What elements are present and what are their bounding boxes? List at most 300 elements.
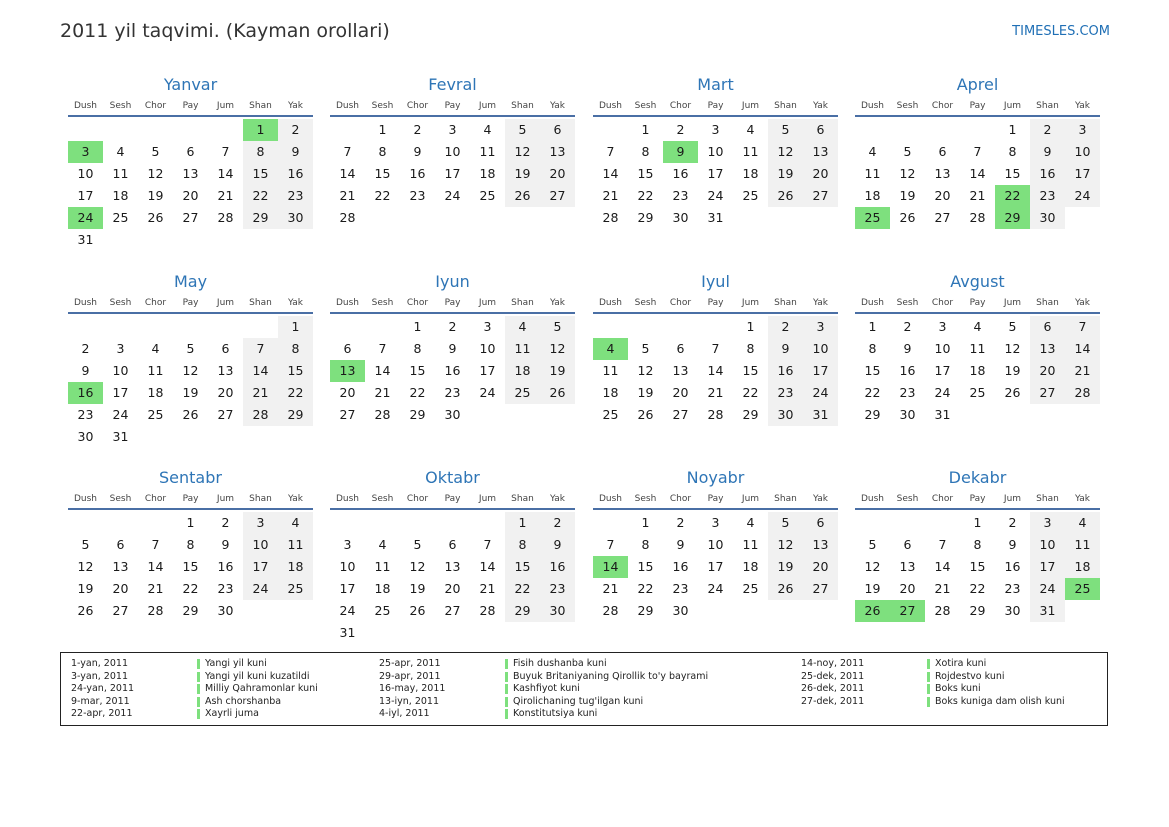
day-cell[interactable]: 19 — [77, 581, 94, 596]
day-cell[interactable]: 12 — [637, 363, 654, 378]
day-cell[interactable]: 24 — [803, 382, 838, 404]
day-cell[interactable]: 22 — [637, 188, 654, 203]
day-cell[interactable]: 14 — [593, 556, 628, 578]
day-cell[interactable]: 9 — [903, 341, 912, 356]
day-cell[interactable]: 19 — [147, 188, 164, 203]
day-cell[interactable]: 30 — [1004, 603, 1021, 618]
day-cell[interactable]: 28 — [707, 407, 724, 422]
day-cell[interactable]: 3 — [938, 319, 947, 334]
day-cell[interactable]: 2 — [221, 515, 230, 530]
day-cell[interactable]: 29 — [742, 407, 759, 422]
day-cell[interactable]: 25 — [479, 188, 496, 203]
day-cell[interactable]: 27 — [803, 185, 838, 207]
day-cell[interactable]: 6 — [803, 512, 838, 534]
day-cell[interactable]: 22 — [637, 581, 654, 596]
day-cell[interactable]: 5 — [868, 537, 877, 552]
day-cell[interactable]: 5 — [641, 341, 650, 356]
day-cell[interactable]: 8 — [641, 144, 650, 159]
day-cell[interactable]: 20 — [803, 556, 838, 578]
day-cell[interactable]: 2 — [903, 319, 912, 334]
day-cell[interactable]: 5 — [413, 537, 422, 552]
day-cell[interactable]: 13 — [444, 559, 461, 574]
day-cell[interactable]: 11 — [1065, 534, 1100, 556]
day-cell[interactable]: 31 — [112, 429, 129, 444]
day-cell[interactable]: 9 — [1030, 141, 1065, 163]
day-cell[interactable]: 27 — [934, 210, 951, 225]
day-cell[interactable]: 26 — [77, 603, 94, 618]
day-cell[interactable]: 18 — [602, 385, 619, 400]
day-cell[interactable]: 20 — [672, 385, 689, 400]
site-link[interactable]: TIMESLES.COM — [1012, 24, 1110, 39]
day-cell[interactable]: 4 — [116, 144, 125, 159]
day-cell[interactable]: 26 — [855, 600, 890, 622]
day-cell[interactable]: 30 — [672, 603, 689, 618]
day-cell[interactable]: 10 — [243, 534, 278, 556]
day-cell[interactable]: 6 — [803, 119, 838, 141]
day-cell[interactable]: 8 — [505, 534, 540, 556]
day-cell[interactable]: 16 — [768, 360, 803, 382]
day-cell[interactable]: 3 — [68, 141, 103, 163]
day-cell[interactable]: 12 — [77, 559, 94, 574]
day-cell[interactable]: 11 — [602, 363, 619, 378]
day-cell[interactable]: 12 — [147, 166, 164, 181]
day-cell[interactable]: 14 — [374, 363, 391, 378]
day-cell[interactable]: 19 — [899, 188, 916, 203]
day-cell[interactable]: 5 — [540, 316, 575, 338]
day-cell[interactable]: 25 — [855, 207, 890, 229]
day-cell[interactable]: 17 — [1030, 556, 1065, 578]
day-cell[interactable]: 2 — [768, 316, 803, 338]
day-cell[interactable]: 23 — [1004, 581, 1021, 596]
day-cell[interactable]: 13 — [330, 360, 365, 382]
day-cell[interactable]: 16 — [1004, 559, 1021, 574]
day-cell[interactable]: 23 — [672, 581, 689, 596]
day-cell[interactable]: 7 — [711, 341, 720, 356]
day-cell[interactable]: 19 — [768, 556, 803, 578]
day-cell[interactable]: 21 — [374, 385, 391, 400]
day-cell[interactable]: 2 — [1030, 119, 1065, 141]
day-cell[interactable]: 2 — [676, 515, 685, 530]
day-cell[interactable]: 6 — [221, 341, 230, 356]
day-cell[interactable]: 11 — [147, 363, 164, 378]
day-cell[interactable]: 10 — [339, 559, 356, 574]
day-cell[interactable]: 4 — [868, 144, 877, 159]
day-cell[interactable]: 3 — [711, 515, 720, 530]
day-cell[interactable]: 24 — [707, 188, 724, 203]
day-cell[interactable]: 3 — [448, 122, 457, 137]
day-cell[interactable]: 11 — [864, 166, 881, 181]
day-cell[interactable]: 8 — [186, 537, 195, 552]
day-cell[interactable]: 31 — [707, 210, 724, 225]
day-cell[interactable]: 8 — [278, 338, 313, 360]
day-cell[interactable]: 13 — [934, 166, 951, 181]
day-cell[interactable]: 24 — [243, 578, 278, 600]
day-cell[interactable]: 30 — [540, 600, 575, 622]
day-cell[interactable]: 24 — [707, 581, 724, 596]
day-cell[interactable]: 15 — [742, 363, 759, 378]
day-cell[interactable]: 16 — [1030, 163, 1065, 185]
day-cell[interactable]: 11 — [112, 166, 129, 181]
day-cell[interactable]: 28 — [969, 210, 986, 225]
day-cell[interactable]: 24 — [68, 207, 103, 229]
day-cell[interactable]: 5 — [903, 144, 912, 159]
day-cell[interactable]: 19 — [505, 163, 540, 185]
day-cell[interactable]: 7 — [606, 144, 615, 159]
day-cell[interactable]: 21 — [602, 581, 619, 596]
day-cell[interactable]: 10 — [112, 363, 129, 378]
day-cell[interactable]: 30 — [77, 429, 94, 444]
day-cell[interactable]: 8 — [243, 141, 278, 163]
day-cell[interactable]: 21 — [707, 385, 724, 400]
day-cell[interactable]: 10 — [934, 341, 951, 356]
day-cell[interactable]: 5 — [505, 119, 540, 141]
day-cell[interactable]: 17 — [707, 166, 724, 181]
day-cell[interactable]: 12 — [409, 559, 426, 574]
day-cell[interactable]: 9 — [81, 363, 90, 378]
day-cell[interactable]: 14 — [339, 166, 356, 181]
day-cell[interactable]: 14 — [969, 166, 986, 181]
day-cell[interactable]: 18 — [374, 581, 391, 596]
day-cell[interactable]: 19 — [768, 163, 803, 185]
day-cell[interactable]: 10 — [479, 341, 496, 356]
day-cell[interactable]: 17 — [339, 581, 356, 596]
day-cell[interactable]: 14 — [934, 559, 951, 574]
day-cell[interactable]: 1 — [641, 122, 650, 137]
day-cell[interactable]: 26 — [768, 578, 803, 600]
day-cell[interactable]: 7 — [378, 341, 387, 356]
day-cell[interactable]: 11 — [278, 534, 313, 556]
day-cell[interactable]: 15 — [1004, 166, 1021, 181]
day-cell[interactable]: 12 — [899, 166, 916, 181]
day-cell[interactable]: 16 — [409, 166, 426, 181]
day-cell[interactable]: 25 — [742, 188, 759, 203]
day-cell[interactable]: 21 — [243, 382, 278, 404]
day-cell[interactable]: 12 — [1004, 341, 1021, 356]
day-cell[interactable]: 3 — [116, 341, 125, 356]
day-cell[interactable]: 13 — [1030, 338, 1065, 360]
day-cell[interactable]: 29 — [182, 603, 199, 618]
day-cell[interactable]: 8 — [868, 341, 877, 356]
day-cell[interactable]: 22 — [864, 385, 881, 400]
day-cell[interactable]: 29 — [243, 207, 278, 229]
day-cell[interactable]: 20 — [934, 188, 951, 203]
day-cell[interactable]: 8 — [973, 537, 982, 552]
day-cell[interactable]: 21 — [147, 581, 164, 596]
day-cell[interactable]: 18 — [505, 360, 540, 382]
day-cell[interactable]: 20 — [444, 581, 461, 596]
day-cell[interactable]: 13 — [112, 559, 129, 574]
day-cell[interactable]: 10 — [707, 537, 724, 552]
day-cell[interactable]: 14 — [602, 166, 619, 181]
day-cell[interactable]: 4 — [973, 319, 982, 334]
day-cell[interactable]: 3 — [483, 319, 492, 334]
day-cell[interactable]: 3 — [803, 316, 838, 338]
day-cell[interactable]: 15 — [969, 559, 986, 574]
day-cell[interactable]: 26 — [768, 185, 803, 207]
day-cell[interactable]: 5 — [1008, 319, 1017, 334]
day-cell[interactable]: 1 — [973, 515, 982, 530]
day-cell[interactable]: 13 — [217, 363, 234, 378]
day-cell[interactable]: 7 — [221, 144, 230, 159]
day-cell[interactable]: 10 — [1030, 534, 1065, 556]
day-cell[interactable]: 27 — [1030, 382, 1065, 404]
day-cell[interactable]: 6 — [343, 341, 352, 356]
day-cell[interactable]: 11 — [742, 144, 759, 159]
day-cell[interactable]: 5 — [81, 537, 90, 552]
day-cell[interactable]: 6 — [938, 144, 947, 159]
day-cell[interactable]: 18 — [742, 559, 759, 574]
day-cell[interactable]: 20 — [217, 385, 234, 400]
day-cell[interactable]: 25 — [969, 385, 986, 400]
day-cell[interactable]: 13 — [672, 363, 689, 378]
day-cell[interactable]: 4 — [505, 316, 540, 338]
day-cell[interactable]: 9 — [663, 141, 698, 163]
day-cell[interactable]: 5 — [151, 144, 160, 159]
day-cell[interactable]: 29 — [864, 407, 881, 422]
day-cell[interactable]: 22 — [505, 578, 540, 600]
day-cell[interactable]: 28 — [602, 210, 619, 225]
day-cell[interactable]: 15 — [864, 363, 881, 378]
day-cell[interactable]: 18 — [112, 188, 129, 203]
day-cell[interactable]: 9 — [1008, 537, 1017, 552]
day-cell[interactable]: 1 — [868, 319, 877, 334]
day-cell[interactable]: 29 — [637, 603, 654, 618]
day-cell[interactable]: 18 — [278, 556, 313, 578]
day-cell[interactable]: 6 — [676, 341, 685, 356]
day-cell[interactable]: 28 — [147, 603, 164, 618]
day-cell[interactable]: 5 — [186, 341, 195, 356]
day-cell[interactable]: 25 — [602, 407, 619, 422]
day-cell[interactable]: 11 — [742, 537, 759, 552]
day-cell[interactable]: 19 — [637, 385, 654, 400]
day-cell[interactable]: 23 — [409, 188, 426, 203]
day-cell[interactable]: 10 — [77, 166, 94, 181]
day-cell[interactable]: 22 — [374, 188, 391, 203]
day-cell[interactable]: 18 — [147, 385, 164, 400]
day-cell[interactable]: 7 — [938, 537, 947, 552]
day-cell[interactable]: 22 — [182, 581, 199, 596]
day-cell[interactable]: 26 — [147, 210, 164, 225]
day-cell[interactable]: 6 — [186, 144, 195, 159]
day-cell[interactable]: 17 — [934, 363, 951, 378]
day-cell[interactable]: 26 — [899, 210, 916, 225]
day-cell[interactable]: 5 — [768, 119, 803, 141]
day-cell[interactable]: 14 — [217, 166, 234, 181]
day-cell[interactable]: 18 — [742, 166, 759, 181]
day-cell[interactable]: 18 — [864, 188, 881, 203]
day-cell[interactable]: 21 — [1065, 360, 1100, 382]
day-cell[interactable]: 7 — [483, 537, 492, 552]
day-cell[interactable]: 4 — [746, 515, 755, 530]
day-cell[interactable]: 13 — [182, 166, 199, 181]
day-cell[interactable]: 25 — [1065, 578, 1100, 600]
day-cell[interactable]: 15 — [243, 163, 278, 185]
day-cell[interactable]: 24 — [1030, 578, 1065, 600]
day-cell[interactable]: 19 — [1004, 363, 1021, 378]
day-cell[interactable]: 24 — [112, 407, 129, 422]
day-cell[interactable]: 12 — [768, 141, 803, 163]
day-cell[interactable]: 15 — [182, 559, 199, 574]
day-cell[interactable]: 21 — [217, 188, 234, 203]
day-cell[interactable]: 14 — [1065, 338, 1100, 360]
day-cell[interactable]: 16 — [540, 556, 575, 578]
day-cell[interactable]: 26 — [1004, 385, 1021, 400]
day-cell[interactable]: 20 — [182, 188, 199, 203]
day-cell[interactable]: 27 — [540, 185, 575, 207]
day-cell[interactable]: 21 — [339, 188, 356, 203]
day-cell[interactable]: 20 — [540, 163, 575, 185]
day-cell[interactable]: 31 — [77, 232, 94, 247]
day-cell[interactable]: 11 — [969, 341, 986, 356]
day-cell[interactable]: 17 — [444, 166, 461, 181]
day-cell[interactable]: 7 — [243, 338, 278, 360]
day-cell[interactable]: 1 — [1008, 122, 1017, 137]
day-cell[interactable]: 21 — [934, 581, 951, 596]
day-cell[interactable]: 2 — [540, 512, 575, 534]
day-cell[interactable]: 2 — [448, 319, 457, 334]
day-cell[interactable]: 20 — [1030, 360, 1065, 382]
day-cell[interactable]: 14 — [479, 559, 496, 574]
day-cell[interactable]: 8 — [413, 341, 422, 356]
day-cell[interactable]: 7 — [343, 144, 352, 159]
day-cell[interactable]: 11 — [479, 144, 496, 159]
day-cell[interactable]: 27 — [339, 407, 356, 422]
day-cell[interactable]: 15 — [278, 360, 313, 382]
day-cell[interactable]: 23 — [899, 385, 916, 400]
day-cell[interactable]: 27 — [444, 603, 461, 618]
day-cell[interactable]: 23 — [217, 581, 234, 596]
day-cell[interactable]: 17 — [243, 556, 278, 578]
day-cell[interactable]: 30 — [278, 207, 313, 229]
day-cell[interactable]: 25 — [147, 407, 164, 422]
day-cell[interactable]: 2 — [1008, 515, 1017, 530]
day-cell[interactable]: 16 — [672, 166, 689, 181]
day-cell[interactable]: 13 — [899, 559, 916, 574]
day-cell[interactable]: 25 — [278, 578, 313, 600]
day-cell[interactable]: 8 — [746, 341, 755, 356]
day-cell[interactable]: 30 — [899, 407, 916, 422]
day-cell[interactable]: 2 — [413, 122, 422, 137]
day-cell[interactable]: 4 — [1065, 512, 1100, 534]
day-cell[interactable]: 12 — [540, 338, 575, 360]
day-cell[interactable]: 29 — [409, 407, 426, 422]
day-cell[interactable]: 20 — [339, 385, 356, 400]
day-cell[interactable]: 1 — [278, 316, 313, 338]
day-cell[interactable]: 1 — [378, 122, 387, 137]
day-cell[interactable]: 13 — [803, 534, 838, 556]
day-cell[interactable]: 13 — [540, 141, 575, 163]
day-cell[interactable]: 16 — [68, 382, 103, 404]
day-cell[interactable]: 5 — [768, 512, 803, 534]
day-cell[interactable]: 17 — [1065, 163, 1100, 185]
day-cell[interactable]: 22 — [742, 385, 759, 400]
day-cell[interactable]: 23 — [1030, 185, 1065, 207]
day-cell[interactable]: 22 — [243, 185, 278, 207]
day-cell[interactable]: 9 — [278, 141, 313, 163]
day-cell[interactable]: 29 — [505, 600, 540, 622]
day-cell[interactable]: 6 — [116, 537, 125, 552]
day-cell[interactable]: 15 — [374, 166, 391, 181]
day-cell[interactable]: 3 — [711, 122, 720, 137]
day-cell[interactable]: 10 — [444, 144, 461, 159]
day-cell[interactable]: 19 — [864, 581, 881, 596]
day-cell[interactable]: 6 — [1030, 316, 1065, 338]
day-cell[interactable]: 10 — [803, 338, 838, 360]
day-cell[interactable]: 9 — [221, 537, 230, 552]
day-cell[interactable]: 30 — [1030, 207, 1065, 229]
day-cell[interactable]: 6 — [540, 119, 575, 141]
day-cell[interactable]: 7 — [151, 537, 160, 552]
day-cell[interactable]: 25 — [112, 210, 129, 225]
day-cell[interactable]: 2 — [676, 122, 685, 137]
day-cell[interactable]: 1 — [746, 319, 755, 334]
day-cell[interactable]: 23 — [768, 382, 803, 404]
day-cell[interactable]: 29 — [278, 404, 313, 426]
day-cell[interactable]: 14 — [243, 360, 278, 382]
day-cell[interactable]: 17 — [707, 559, 724, 574]
day-cell[interactable]: 1 — [505, 512, 540, 534]
day-cell[interactable]: 31 — [803, 404, 838, 426]
day-cell[interactable]: 6 — [448, 537, 457, 552]
day-cell[interactable]: 12 — [505, 141, 540, 163]
day-cell[interactable]: 4 — [593, 338, 628, 360]
day-cell[interactable]: 9 — [540, 534, 575, 556]
day-cell[interactable]: 18 — [1065, 556, 1100, 578]
day-cell[interactable]: 28 — [934, 603, 951, 618]
day-cell[interactable]: 21 — [602, 188, 619, 203]
day-cell[interactable]: 23 — [77, 407, 94, 422]
day-cell[interactable]: 23 — [540, 578, 575, 600]
day-cell[interactable]: 27 — [672, 407, 689, 422]
day-cell[interactable]: 30 — [768, 404, 803, 426]
day-cell[interactable]: 15 — [505, 556, 540, 578]
day-cell[interactable]: 24 — [339, 603, 356, 618]
day-cell[interactable]: 17 — [112, 385, 129, 400]
day-cell[interactable]: 22 — [995, 185, 1030, 207]
day-cell[interactable]: 12 — [768, 534, 803, 556]
day-cell[interactable]: 23 — [444, 385, 461, 400]
day-cell[interactable]: 30 — [672, 210, 689, 225]
day-cell[interactable]: 28 — [479, 603, 496, 618]
day-cell[interactable]: 1 — [641, 515, 650, 530]
day-cell[interactable]: 30 — [444, 407, 461, 422]
day-cell[interactable]: 15 — [409, 363, 426, 378]
day-cell[interactable]: 3 — [1030, 512, 1065, 534]
day-cell[interactable]: 11 — [374, 559, 391, 574]
day-cell[interactable]: 20 — [899, 581, 916, 596]
day-cell[interactable]: 21 — [969, 188, 986, 203]
day-cell[interactable]: 17 — [479, 363, 496, 378]
day-cell[interactable]: 19 — [540, 360, 575, 382]
day-cell[interactable]: 12 — [864, 559, 881, 574]
day-cell[interactable]: 1 — [186, 515, 195, 530]
day-cell[interactable]: 9 — [413, 144, 422, 159]
day-cell[interactable]: 8 — [1008, 144, 1017, 159]
day-cell[interactable]: 3 — [343, 537, 352, 552]
day-cell[interactable]: 22 — [278, 382, 313, 404]
day-cell[interactable]: 23 — [278, 185, 313, 207]
day-cell[interactable]: 28 — [1065, 382, 1100, 404]
day-cell[interactable]: 27 — [182, 210, 199, 225]
day-cell[interactable]: 26 — [540, 382, 575, 404]
day-cell[interactable]: 14 — [707, 363, 724, 378]
day-cell[interactable]: 26 — [182, 407, 199, 422]
day-cell[interactable]: 11 — [505, 338, 540, 360]
day-cell[interactable]: 7 — [606, 537, 615, 552]
day-cell[interactable]: 24 — [1065, 185, 1100, 207]
day-cell[interactable]: 2 — [278, 119, 313, 141]
day-cell[interactable]: 4 — [151, 341, 160, 356]
